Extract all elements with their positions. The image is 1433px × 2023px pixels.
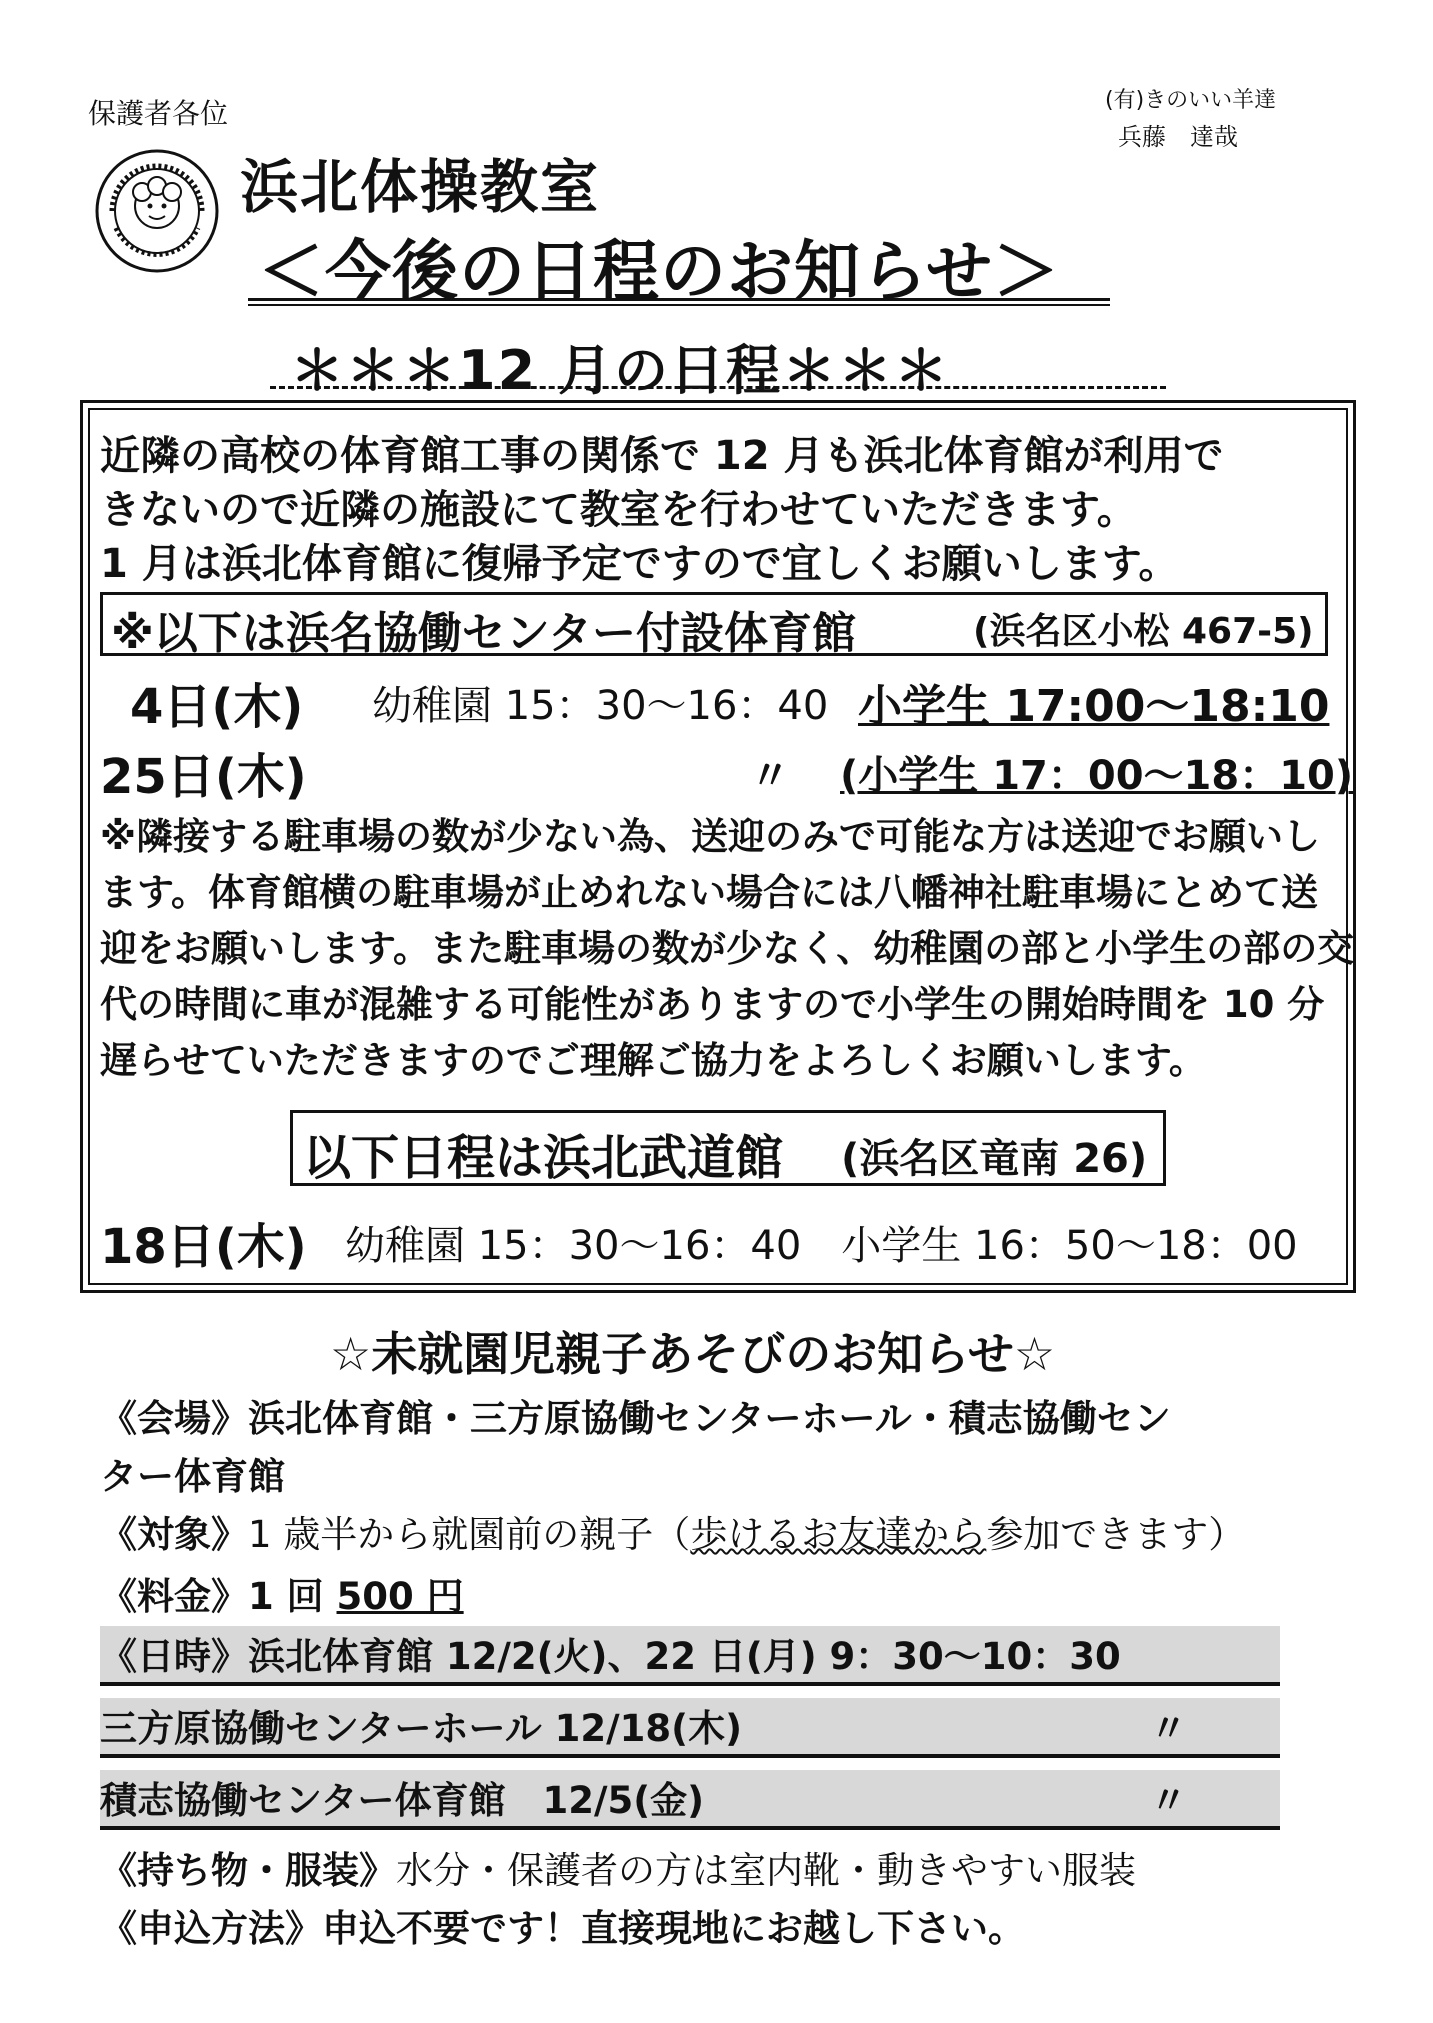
schedule-day-4 — [130, 668, 303, 737]
date-row-3 — [100, 1770, 1280, 1830]
target-text-emphasis: 歩けるお友達から — [690, 1513, 987, 1556]
notice-line-2: きないので近隣の施設にて教室を行わせていただきます。 — [100, 487, 1137, 533]
company-name: (有)きのいい羊達 — [1105, 88, 1277, 113]
date-row-3-text: 積志協働センター体育館 12/5(金) — [100, 1779, 705, 1822]
dow-label: (木) — [214, 749, 307, 805]
items-info — [100, 1840, 1136, 1894]
sheep-logo-icon — [94, 148, 220, 274]
day-label: 18日 — [100, 1219, 215, 1275]
title-underline — [248, 298, 1110, 301]
fee-label: 《料金》 — [100, 1575, 248, 1618]
date-row-1-text: 浜北体育館 12/2(火)、22 日(月) 9：30〜10：30 — [248, 1635, 1121, 1678]
dow-label: (木) — [214, 1219, 307, 1275]
sender-name: 兵藤 達哉 — [1118, 123, 1238, 151]
venue2-box — [290, 1110, 1166, 1186]
month-dashed-underline — [270, 386, 1166, 389]
addressee: 保護者各位 — [88, 97, 229, 130]
venue1-box — [100, 592, 1328, 659]
items-text: 水分・保護者の方は室内靴・動きやすい服装 — [396, 1849, 1136, 1892]
day-label: 4日 — [130, 679, 212, 735]
elementary-time-25: (小学生 17：00〜18：10) — [840, 753, 1354, 799]
parking-note-line-1: ※隣接する駐車場の数が少ない為、送迎のみで可能な方は送迎でお願いし — [100, 815, 1320, 858]
ditto-mark: 〃 — [1150, 1779, 1187, 1822]
venue-info-line-1 — [100, 1388, 1171, 1442]
fee-info — [100, 1566, 464, 1620]
target-label: 《対象》 — [100, 1513, 248, 1556]
schedule-day-25 — [100, 738, 307, 807]
venue-info-text: 浜北体育館・三方原協働センターホール・積志協働セン — [248, 1397, 1171, 1440]
schedule-day-18 — [100, 1208, 307, 1277]
parking-note-line-5: 遅らせていただきますのでご理解ご協力をよろしくお願いします。 — [100, 1039, 1206, 1082]
ditto-mark: 〃 — [1150, 1707, 1187, 1750]
items-label: 《持ち物・服装》 — [100, 1849, 396, 1892]
apply-label: 《申込方法》 — [100, 1907, 322, 1950]
date-row-1 — [100, 1626, 1280, 1686]
kinder-time: 15：30〜16：40 — [504, 683, 829, 729]
venue2-label: 以下日程は浜北武道館 — [303, 1130, 784, 1186]
venue1-address: (浜名区小松 467-5) — [973, 611, 1314, 652]
venue2-address: (浜名区竜南 26) — [841, 1136, 1148, 1182]
kinder-time-4 — [372, 674, 828, 731]
apply-text: 申込不要です！直接現地にお越し下さい。 — [322, 1907, 1025, 1950]
apply-info — [100, 1898, 1025, 1952]
month-heading: ＊＊＊12 月の日程＊＊＊ — [290, 339, 950, 402]
target-text-b: 参加できます） — [986, 1513, 1246, 1556]
notice-line-1: 近隣の高校の体育館工事の関係で 12 月も浜北体育館が利用で — [100, 433, 1224, 479]
parking-note-line-2: ます。体育館横の駐車場が止めれない場合には八幡神社駐車場にとめて送 — [100, 871, 1319, 914]
venue-info-label: 《会場》 — [100, 1397, 248, 1440]
parking-note-line-4: 代の時間に車が混雑する可能性がありますので小学生の開始時間を 10 分 — [100, 983, 1325, 1026]
date-label: 《日時》 — [100, 1635, 248, 1678]
dow-label: (木) — [211, 679, 304, 735]
target-info — [100, 1504, 1245, 1558]
school-name: 浜北体操教室 — [240, 153, 601, 221]
schedule-time-18: 幼稚園 15：30〜16：40 小学生 16：50〜18：00 — [345, 1223, 1298, 1269]
date-row-2-text: 三方原協働センターホール 12/18(木) — [100, 1707, 742, 1750]
page-title: ＜今後の日程のお知らせ＞ — [258, 233, 1061, 310]
parking-note-line-3: 迎をお願いします。また駐車場の数が少なく、幼稚園の部と小学生の部の交 — [100, 927, 1355, 970]
kinder-label: 幼稚園 — [372, 683, 492, 729]
ditto-mark: 〃 — [750, 753, 790, 799]
notice-line-3: 1 月は浜北体育館に復帰予定ですので宜しくお願いします。 — [100, 541, 1179, 587]
date-row-2 — [100, 1698, 1280, 1758]
venue-info-line-2: ター体育館 — [100, 1455, 285, 1498]
day-label: 25日 — [100, 749, 215, 805]
elementary-time-4: 小学生 17:00〜18:10 — [858, 681, 1330, 732]
fee-text: 1 回 — [248, 1575, 337, 1618]
venue1-label: ※以下は浜名協働センター付設体育館 — [111, 608, 857, 659]
playgroup-title: ☆未就園児親子あそびのお知らせ☆ — [330, 1327, 1056, 1381]
title-underline-2 — [248, 304, 1110, 306]
fee-amount: 500 円 — [336, 1575, 464, 1618]
target-text-a: 1 歳半から就園前の親子（ — [248, 1513, 691, 1556]
